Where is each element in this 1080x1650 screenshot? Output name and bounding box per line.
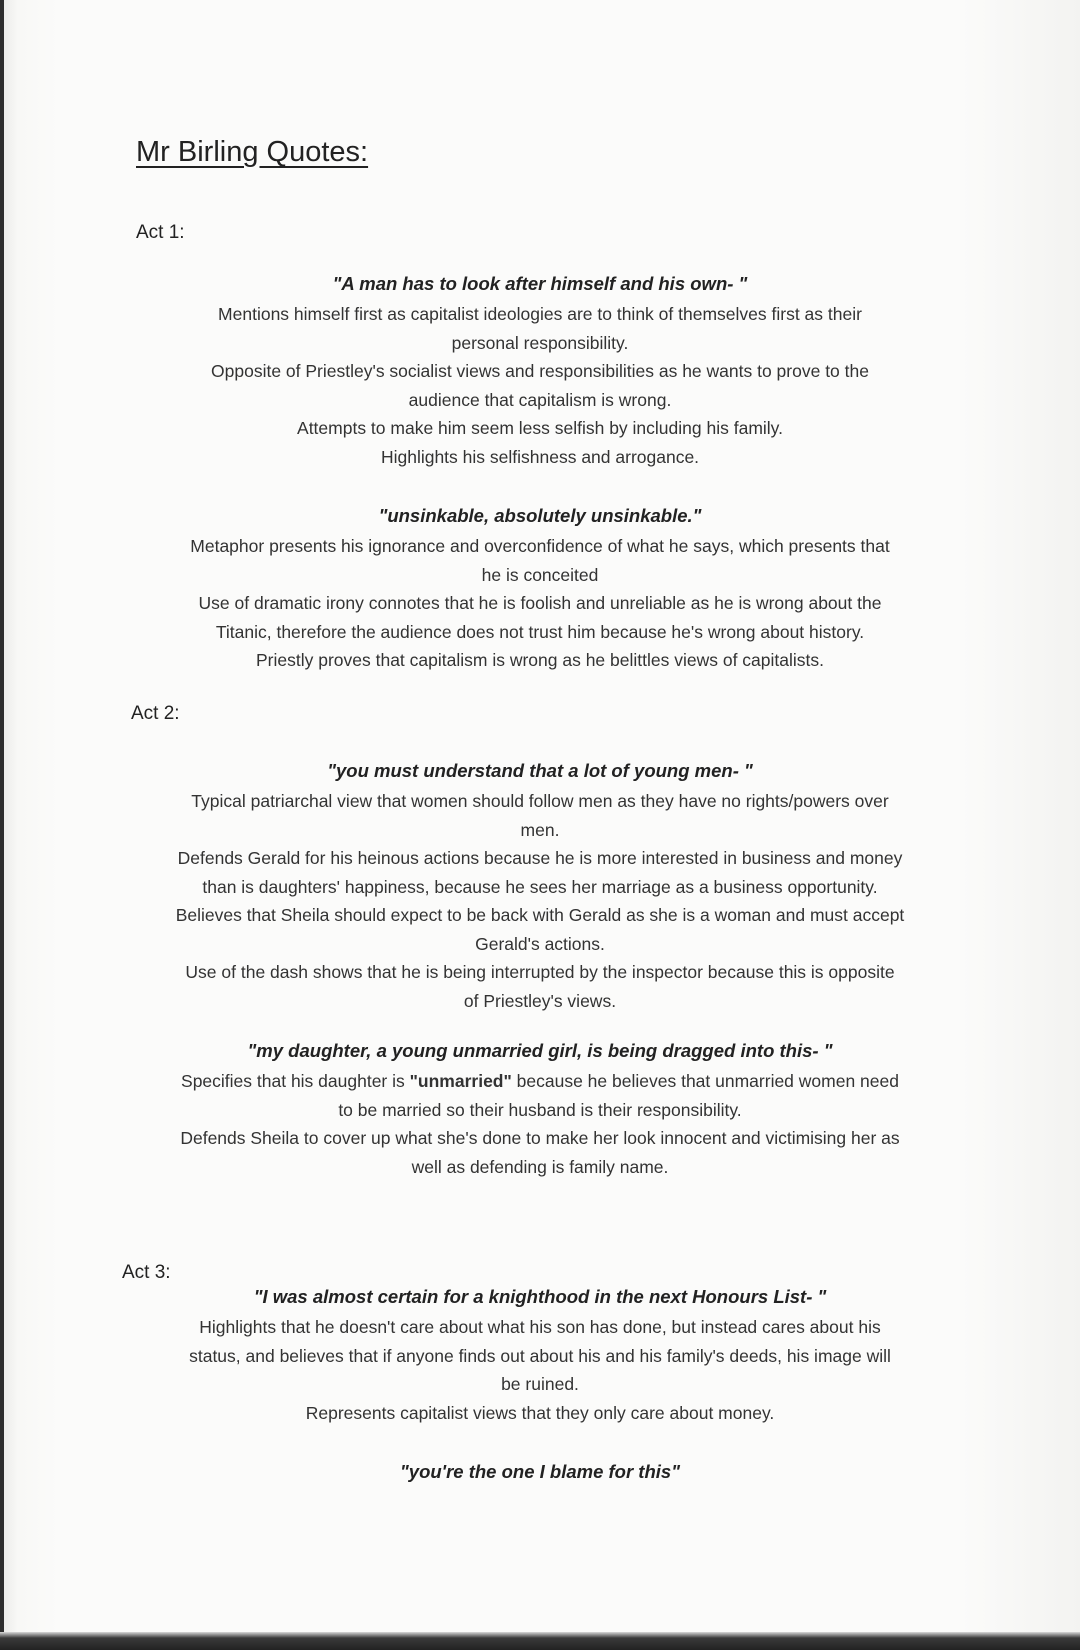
analysis-line: be ruined. <box>501 1374 579 1394</box>
analysis-line: well as defending is family name. <box>411 1156 669 1177</box>
act-3-label: Act 3: <box>122 1262 171 1283</box>
analysis-line: personal responsibility. <box>451 332 629 353</box>
analysis-line: audience that capitalism is wrong. <box>408 389 672 410</box>
analysis-line: men. <box>520 819 560 840</box>
quote-text: "A man has to look after himself and his own- " <box>332 273 748 294</box>
analysis-line: to be married so their husband is their responsibility. <box>338 1099 742 1120</box>
analysis-line: Highlights that he doesn't care about what his son has done, but instead cares about his <box>199 1317 881 1337</box>
analysis-text: Specifies that his daughter is <box>181 1071 410 1091</box>
emphasised-word: "unmarried" <box>409 1071 512 1091</box>
analysis-line <box>120 1067 960 1096</box>
page-title: Mr Birling Quotes: <box>136 136 369 168</box>
analysis-line: Typical patriarchal view that women should follow men as they have no rights/powers over <box>191 791 889 811</box>
analysis-line: Gerald's actions. <box>475 933 605 954</box>
act-3-quote-1-block <box>120 1283 960 1427</box>
analysis-line: Use of dramatic irony connotes that he is foolish and unreliable as he is wrong about the <box>198 593 882 613</box>
quote-text: "my daughter, a young unmarried girl, is being dragged into this- " <box>247 1040 833 1061</box>
analysis-line: Opposite of Priestley's socialist views and responsibilities as he wants to prove to the <box>211 361 869 381</box>
quote-text: "I was almost certain for a knighthood in the next Honours List- " <box>253 1286 827 1307</box>
analysis-line: status, and believes that if anyone finds out about his and his family's deeds, his image will <box>189 1345 891 1366</box>
analysis-line: Metaphor presents his ignorance and overconfidence of what he says, which presents that <box>190 536 890 556</box>
page-bottom-edge <box>0 1632 1080 1650</box>
act-1-quote-1-block <box>120 270 960 471</box>
analysis-line: Highlights his selfishness and arrogance. <box>380 446 700 467</box>
analysis-line: Believes that Sheila should expect to be back with Gerald as she is a woman and must accept <box>175 905 905 925</box>
act-1-label: Act 1: <box>136 222 185 243</box>
analysis-line: Attempts to make him seem less selfish by including his family. <box>297 418 783 438</box>
page-edge-shadow <box>0 0 4 1650</box>
analysis-line: of Priestley's views. <box>463 990 617 1011</box>
analysis-line: Defends Gerald for his heinous actions because he is more interested in business and money <box>177 848 903 868</box>
act-2-quote-1-block <box>120 757 960 1015</box>
analysis-line: Priestly proves that capitalism is wrong as he belittles views of capitalists. <box>255 650 824 670</box>
analysis-line: Titanic, therefore the audience does not trust him because he's wrong about history. <box>215 621 865 642</box>
quote-text: "you must understand that a lot of young men- " <box>327 760 753 781</box>
analysis-line: Use of the dash shows that he is being interrupted by the inspector because this is opposite <box>185 962 895 982</box>
act-2-quote-2-block <box>120 1037 960 1181</box>
analysis-line: Represents capitalist views that they only care about money. <box>305 1402 775 1423</box>
analysis-text: because he believes that unmarried women need <box>511 1071 899 1091</box>
act-2-label: Act 2: <box>131 703 180 724</box>
analysis-line: Defends Sheila to cover up what she's done to make her look innocent and victimising her as <box>180 1128 900 1148</box>
quote-text: "you're the one I blame for this" <box>400 1461 680 1482</box>
quote-text: "unsinkable, absolutely unsinkable." <box>378 505 702 526</box>
analysis-line: Mentions himself first as capitalist ideologies are to think of themselves first as their <box>218 304 862 324</box>
act-1-quote-2-block <box>120 502 960 675</box>
act-3-quote-2-block <box>120 1458 960 1488</box>
analysis-line: than is daughters' happiness, because he sees her marriage as a business opportunity. <box>202 876 878 897</box>
analysis-line: he is conceited <box>481 564 599 585</box>
